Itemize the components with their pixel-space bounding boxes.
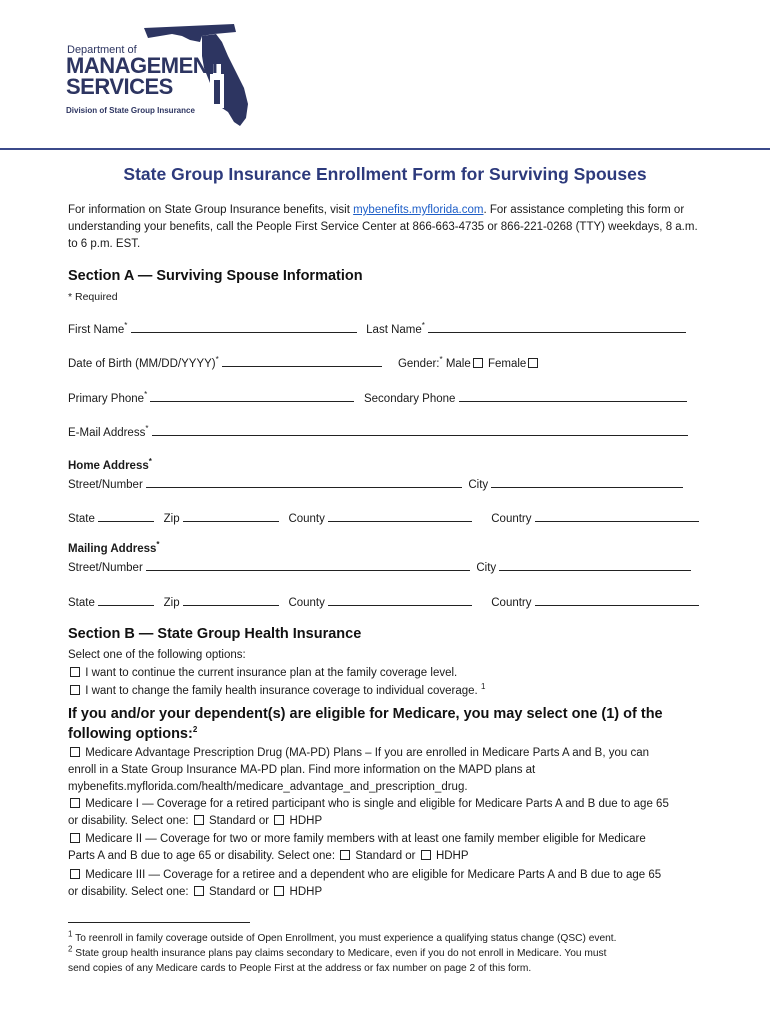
secondary-phone-field[interactable] — [459, 390, 687, 402]
logo-division: Division of State Group Insurance — [66, 106, 195, 115]
mailing-country-field[interactable] — [535, 594, 699, 606]
required-mark: * — [148, 458, 152, 467]
medicare-1-checkbox[interactable] — [70, 798, 80, 808]
mapd-text: Medicare Advantage Prescription Drug (MA-PD) Plans – If you are enrolled in Medicare Parts A and B, you can — [85, 747, 649, 759]
footnote-number-2: 2 — [68, 944, 73, 954]
primary-phone-field[interactable] — [150, 390, 354, 402]
medicare-3-standard-checkbox[interactable] — [194, 886, 204, 896]
city-label: City — [468, 479, 489, 491]
required-mark: * — [144, 390, 148, 400]
footnote-rule — [68, 922, 250, 923]
mailing-county-field[interactable] — [328, 594, 472, 606]
home-street-row — [68, 476, 708, 494]
required-note: * Required — [68, 291, 118, 303]
medicare-3-checkbox[interactable] — [70, 869, 80, 879]
select-one-label: or disability. Select one: — [68, 815, 189, 827]
medicare-2-checkbox[interactable] — [70, 833, 80, 843]
first-name-field[interactable] — [131, 321, 357, 333]
medicare-3-line-2 — [68, 884, 708, 901]
medicare-1-standard-checkbox[interactable] — [194, 815, 204, 825]
option-continue — [68, 665, 708, 682]
form-title: State Group Insurance Enrollment Form for Surviving Spouses — [123, 164, 647, 184]
female-label: Female — [487, 358, 527, 370]
medicare-3-text: Medicare III — Coverage for a retiree and a dependent who are eligible for Medicare Parts A and B due to age 65 — [85, 869, 662, 881]
mailing-address-label: Mailing Address — [68, 543, 157, 555]
zip-label: Zip — [163, 597, 180, 609]
hdhp-label: HDHP — [289, 886, 323, 898]
medicare-heading — [68, 704, 708, 744]
medicare-2-text: Medicare II — Coverage for two or more family members with at least one family member eligible for Medicare — [85, 833, 646, 845]
medicare-heading-text: If you and/or your dependent(s) are eligible for Medicare, you may select one (1) of the following options: — [68, 706, 663, 742]
section-b-instruction: Select one of the following options: — [68, 649, 246, 661]
first-name-label: First Name — [68, 324, 125, 336]
name-row — [68, 321, 708, 339]
dob-label: Date of Birth (MM/DD/YYYY) — [68, 358, 216, 370]
email-row — [68, 424, 708, 442]
medicare-1-line-2 — [68, 813, 708, 830]
mailing-state-field[interactable] — [98, 594, 154, 606]
change-individual-checkbox[interactable] — [70, 685, 80, 695]
mapd-checkbox[interactable] — [70, 747, 80, 757]
mapd-line-1 — [68, 745, 708, 762]
mailing-city-field[interactable] — [499, 559, 691, 571]
benefits-link[interactable]: mybenefits.myflorida.com — [353, 204, 484, 216]
footnote-1-text: To reenroll in family coverage outside of Open Enrollment, you must experience a qualifying status change (QSC) event. — [75, 933, 617, 944]
last-name-label: Last Name — [366, 324, 422, 336]
female-checkbox[interactable] — [528, 358, 538, 368]
medicare-2-hdhp-checkbox[interactable] — [421, 850, 431, 860]
continue-family-label: I want to continue the current insurance plan at the family coverage level. — [85, 667, 458, 679]
medicare-2-line-2 — [68, 848, 708, 865]
phone-row — [68, 390, 708, 408]
required-mark: * — [439, 355, 443, 365]
last-name-field[interactable] — [428, 321, 686, 333]
mailing-zip-field[interactable] — [183, 594, 279, 606]
intro-text: For information on State Group Insurance benefits, visit — [68, 204, 354, 216]
logo-management: MANAGEMENT — [66, 53, 222, 78]
male-checkbox[interactable] — [473, 358, 483, 368]
footnote-1 — [68, 931, 708, 946]
dms-logo — [62, 22, 262, 132]
home-state-field[interactable] — [98, 510, 154, 522]
dob-field[interactable] — [222, 355, 382, 367]
medicare-2-line-1 — [68, 831, 708, 848]
medicare-3-hdhp-checkbox[interactable] — [274, 886, 284, 896]
select-one-label: Parts A and B due to age 65 or disability. Select one: — [68, 850, 336, 862]
continue-family-checkbox[interactable] — [70, 667, 80, 677]
standard-or-label: Standard or — [355, 850, 416, 862]
select-one-label: or disability. Select one: — [68, 886, 189, 898]
country-label: Country — [491, 513, 532, 525]
footnote-2-cont: send copies of any Medicare cards to People First at the address or fax number on page 2 of this form. — [68, 963, 532, 974]
footnote-ref-1: 1 — [480, 683, 486, 692]
required-mark: * — [145, 424, 149, 434]
footnote-2-text: State group health insurance plans pay claims secondary to Medicare, even if you do not enroll in Medicare. You must — [75, 948, 607, 959]
mapd-line-2: enroll in a State Group Insurance MA-PD plan. Find more information on the MAPD plans at — [68, 764, 536, 776]
home-street-field[interactable] — [146, 476, 462, 488]
home-city-field[interactable] — [491, 476, 683, 488]
medicare-1-line-1 — [68, 796, 708, 813]
country-label: Country — [491, 597, 532, 609]
home-county-field[interactable] — [328, 510, 472, 522]
home-zip-field[interactable] — [183, 510, 279, 522]
mailing-state-row — [68, 594, 708, 612]
mapd-line-3: mybenefits.myflorida.com/health/medicare_advantage_and_prescription_drug. — [68, 781, 468, 793]
state-label: State — [68, 597, 95, 609]
medicare-1-text: Medicare I — Coverage for a retired participant who is single and eligible for Medicare Parts A and B due to age 65 — [85, 798, 669, 810]
required-mark: * — [124, 321, 128, 331]
mailing-street-field[interactable] — [146, 559, 470, 571]
primary-phone-label: Primary Phone — [68, 393, 145, 405]
mailing-street-row — [68, 559, 708, 577]
hdhp-label: HDHP — [435, 850, 469, 862]
footnote-2 — [68, 946, 708, 961]
medicare-2-standard-checkbox[interactable] — [340, 850, 350, 860]
standard-or-label: Standard or — [209, 886, 270, 898]
home-country-field[interactable] — [535, 510, 699, 522]
home-address-label: Home Address — [68, 460, 149, 472]
section-a-heading: Section A — Surviving Spouse Information — [68, 268, 363, 284]
mailing-address-heading — [68, 541, 708, 558]
header-rule — [0, 148, 770, 150]
intro-paragraph — [68, 202, 708, 253]
footnote-ref-2: 2 — [192, 725, 198, 735]
required-mark: * — [421, 321, 425, 331]
section-b-heading: Section B — State Group Health Insurance — [68, 626, 362, 642]
logo-dept-of: Department of — [67, 44, 137, 56]
street-label: Street/Number — [68, 562, 143, 574]
home-address-heading — [68, 458, 708, 475]
home-state-row — [68, 510, 708, 528]
zip-label: Zip — [163, 513, 180, 525]
intro-text-after: . For assistance completing this form or understanding your benefits, call the People First Service Center at 866-663-4735 or 866-221-0268 (TTY) weekdays, 8 a.m. to 6 p.m. EST. — [68, 204, 698, 250]
logo-services: SERVICES — [66, 74, 173, 99]
option-change — [68, 683, 708, 700]
change-individual-label: I want to change the family health insurance coverage to individual coverage. — [85, 685, 478, 697]
male-label: Male — [445, 358, 471, 370]
secondary-phone-label: Secondary Phone — [363, 393, 456, 405]
footnote-number-1: 1 — [68, 929, 73, 939]
email-label: E-Mail Address — [68, 427, 146, 439]
hdhp-label: HDHP — [289, 815, 323, 827]
standard-or-label: Standard or — [209, 815, 270, 827]
required-mark: * — [215, 355, 219, 365]
medicare-1-hdhp-checkbox[interactable] — [274, 815, 284, 825]
street-label: Street/Number — [68, 479, 143, 491]
medicare-3-line-1 — [68, 867, 708, 884]
gender-label: Gender: — [397, 358, 440, 370]
required-mark: * — [156, 541, 160, 550]
state-label: State — [68, 513, 95, 525]
email-field[interactable] — [152, 424, 688, 436]
dob-gender-row — [68, 355, 708, 373]
logo-wordmark — [66, 55, 221, 97]
county-label: County — [288, 597, 325, 609]
county-label: County — [288, 513, 325, 525]
city-label: City — [476, 562, 497, 574]
